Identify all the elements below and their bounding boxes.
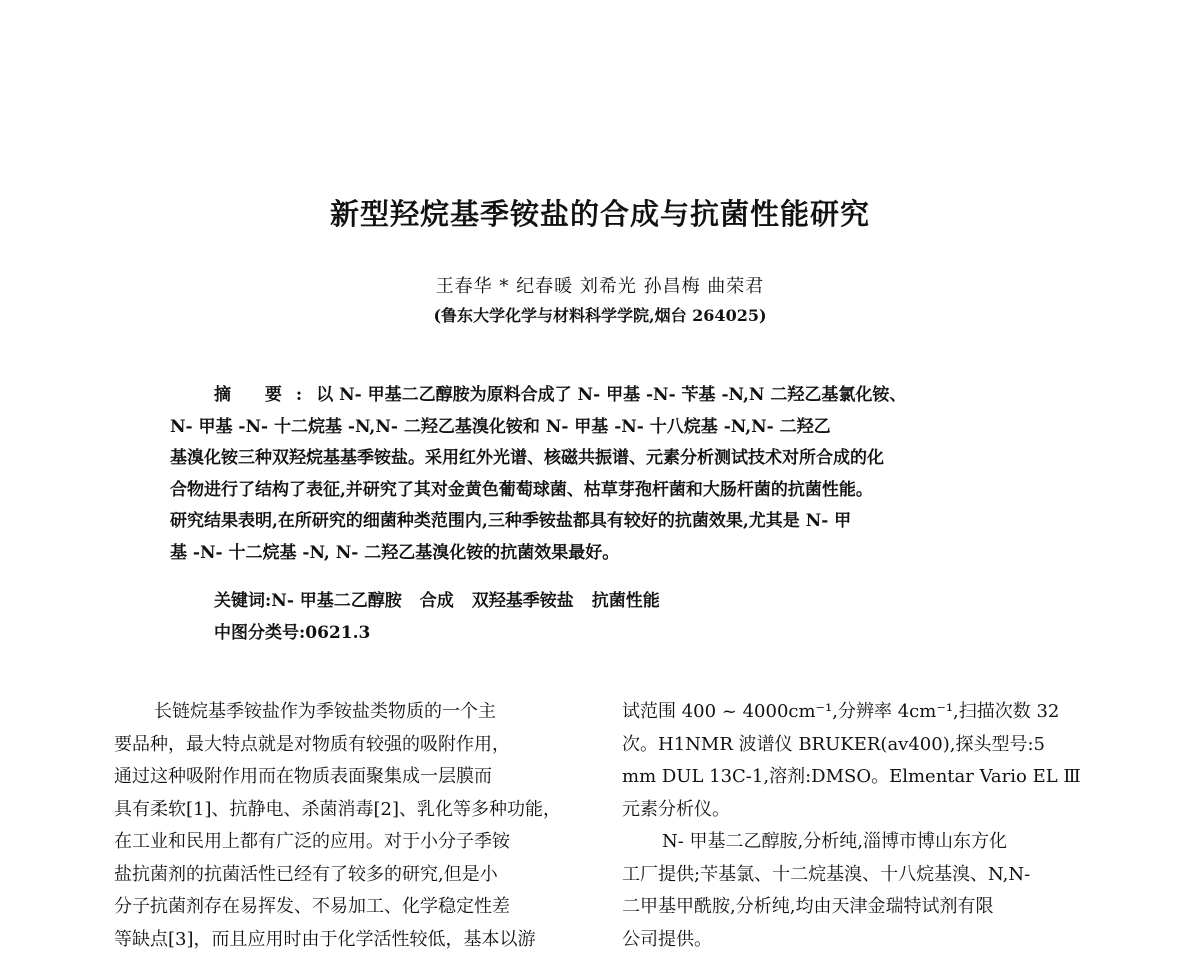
body-line: 二甲基甲酰胺,分析纯,均由天津金瑞特试剂有限 xyxy=(622,891,1092,924)
body-line: mm DUL 13C-1,溶剂:DMSO。Elmentar Vario EL Ⅲ xyxy=(622,761,1092,794)
abstract-line: 基 -N- 十二烷基 -N, N- 二羟乙基溴化铵的抗菌效果最好。 xyxy=(170,538,1036,570)
body-line: 次。H1NMR 波谱仪 BRUKER(av400),探头型号:5 xyxy=(622,729,1092,762)
abstract-line: 合物进行了结构了表征,并研究了其对金黄色葡萄球菌、枯草芽孢杆菌和大肠杆菌的抗菌性能。 xyxy=(170,475,1036,507)
clc-value: 0621.3 xyxy=(305,623,370,643)
keyword: 合成 xyxy=(420,591,454,611)
body-line: 元素分析仪。 xyxy=(622,794,1092,827)
body-line: 具有柔软[1]、抗静电、杀菌消毒[2]、乳化等多种功能， xyxy=(114,794,584,827)
paper-title: 新型羟烷基季铵盐的合成与抗菌性能研究 xyxy=(0,192,1200,233)
classification-number xyxy=(214,618,370,643)
abstract-line: 基溴化铵三种双羟烷基基季铵盐。采用红外光谱、核磁共振谱、元素分析测试技术对所合成的化 xyxy=(170,443,1036,475)
keywords-label: 关键词: xyxy=(214,591,271,611)
abstract-line: N- 甲基 -N- 十二烷基 -N,N- 二羟乙基溴化铵和 N- 甲基 -N- 十八烷基 -N,N- 二羟乙 xyxy=(170,412,1036,444)
keywords xyxy=(214,586,678,611)
keyword: N- 甲基二乙醇胺 xyxy=(271,591,402,611)
keyword: 双羟基季铵盐 xyxy=(472,591,574,611)
body-line: 工厂提供;苄基氯、十二烷基溴、十八烷基溴、N,N- xyxy=(622,859,1092,892)
body-line: 等缺点[3]，而且应用时由于化学活性较低，基本以游 xyxy=(114,924,584,956)
abstract xyxy=(170,380,1036,569)
body-line: 通过这种吸附作用而在物质表面聚集成一层膜而 xyxy=(114,761,584,794)
keyword: 抗菌性能 xyxy=(592,591,660,611)
body-line: 盐抗菌剂的抗菌活性已经有了较多的研究,但是小 xyxy=(114,859,584,892)
affiliation: (鲁东大学化学与材料科学学院,烟台 264025) xyxy=(0,303,1200,326)
body-column-left xyxy=(114,696,584,956)
abstract-label: 摘 要: xyxy=(214,385,316,405)
body-line: 分子抗菌剂存在易挥发、不易加工、化学稳定性差 xyxy=(114,891,584,924)
body-paragraph xyxy=(622,826,1092,956)
body-line: 在工业和民用上都有广泛的应用。对于小分子季铵 xyxy=(114,826,584,859)
body-line: 要品种，最大特点就是对物质有较强的吸附作用， xyxy=(114,729,584,762)
body-line: N- 甲基二乙醇胺,分析纯,淄博市博山东方化 xyxy=(622,826,1092,859)
body-paragraph xyxy=(114,696,584,956)
abstract-line: 摘 要:以 N- 甲基二乙醇胺为原料合成了 N- 甲基 -N- 苄基 -N,N 二羟乙基氯化铵、 xyxy=(170,380,1036,412)
body-column-right xyxy=(622,696,1092,956)
author-list: 王春华 * 纪春暖 刘希光 孙昌梅 曲荣君 xyxy=(0,272,1200,298)
body-line: 公司提供。 xyxy=(622,924,1092,956)
abstract-line: 研究结果表明,在所研究的细菌种类范围内,三种季铵盐都具有较好的抗菌效果,尤其是 N- 甲 xyxy=(170,506,1036,538)
body-paragraph xyxy=(622,696,1092,826)
clc-label: 中图分类号: xyxy=(214,623,305,643)
body-line: 试范围 400 ~ 4000cm⁻¹,分辨率 4cm⁻¹,扫描次数 32 xyxy=(622,696,1092,729)
body-line: 长链烷基季铵盐作为季铵盐类物质的一个主 xyxy=(114,696,584,729)
